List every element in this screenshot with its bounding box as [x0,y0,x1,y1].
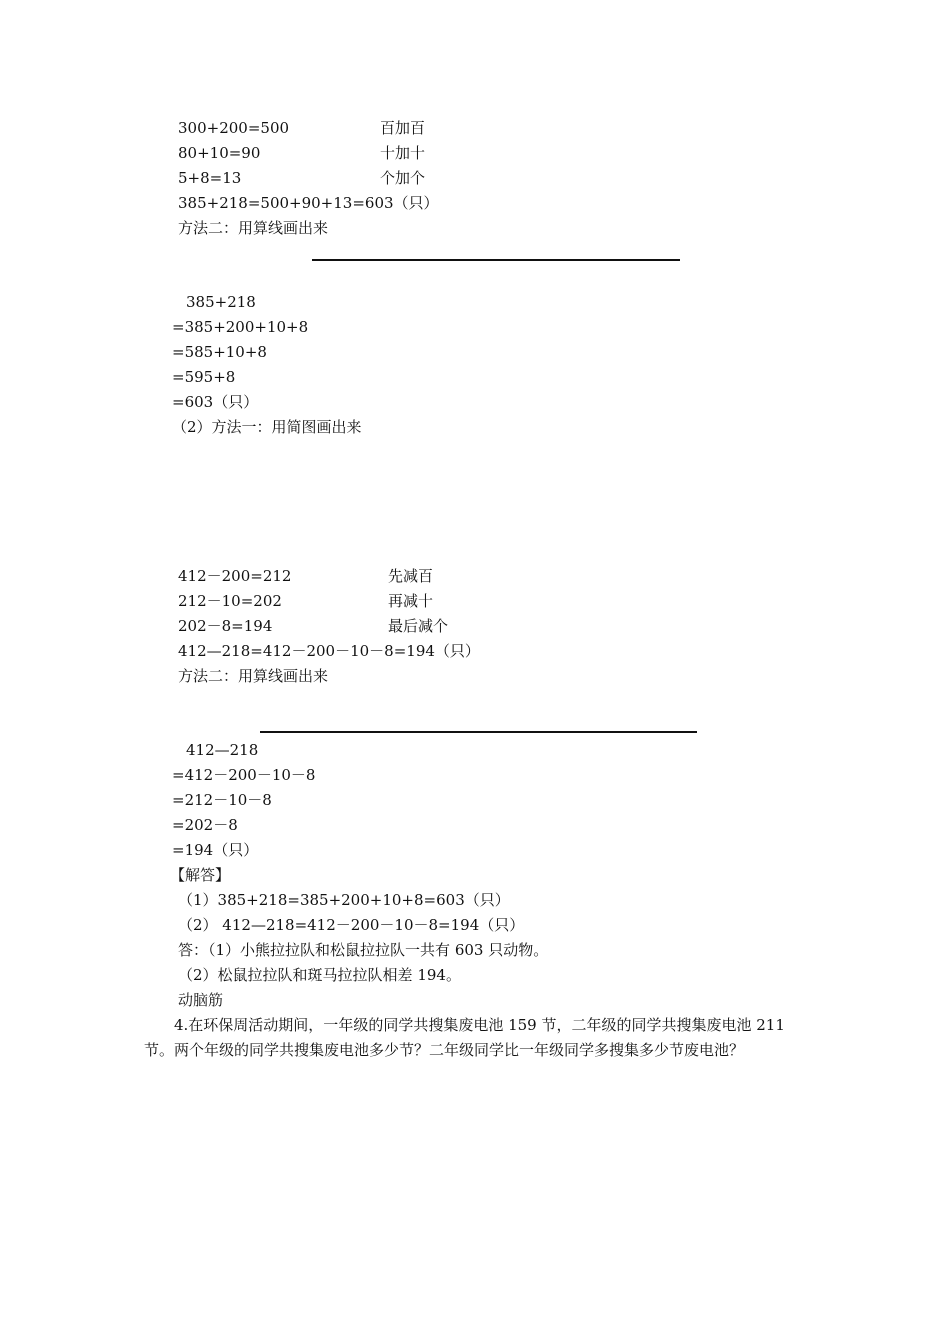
solution-header: 【解答】 [170,866,231,884]
answer-2: （2）松鼠拉拉队和斑马拉拉队相差 194。 [178,966,461,984]
sub-row-1-expr: 412－200=212 [178,567,292,585]
brain-teaser-problem [144,1013,816,1063]
add-step-2: =385+200+10+8 [172,318,309,336]
sub-step-2: =412－200－10－8 [172,766,316,784]
sub-total: 412—218=412－200－10－8=194（只） [178,642,480,660]
add-step-4: =595+8 [172,368,236,386]
add-total: 385+218=500+90+13=603（只） [178,194,439,212]
add-row-1-expr: 300+200=500 [178,119,290,137]
add-row-1-note: 百加百 [380,119,426,137]
add-step-5: =603（只） [172,393,259,411]
number-line-1 [312,259,680,261]
add-step-1: 385+218 [186,293,256,311]
brain-teaser-problem-text: 4.在环保周活动期间，一年级的同学共搜集废电池 159 节，二年级的同学共搜集废电池 211 节。两个年级的同学共搜集废电池多少节？二年级同学比一年级同学多搜集多少节废电池？ [144,1016,785,1059]
sub-row-2-note: 再减十 [388,592,434,610]
solution-line-2: （2） 412—218=412－200－10－8=194（只） [178,916,525,934]
sub-step-4: =202－8 [172,816,238,834]
sub-row-2-expr: 212－10=202 [178,592,282,610]
answer-1: 答：（1）小熊拉拉队和松鼠拉拉队一共有 603 只动物。 [178,941,549,959]
sub-row-1-note: 先减百 [388,567,434,585]
sub-method2-title: 方法二：用算线画出来 [178,667,329,685]
number-line-2 [260,731,697,733]
sub-step-1: 412—218 [186,741,259,759]
sub-step-5: =194（只） [172,841,259,859]
add-row-3-note: 个加个 [380,169,426,187]
sub-step-3: =212－10－8 [172,791,272,809]
add-method2-title: 方法二：用算线画出来 [178,219,329,237]
add-row-2-expr: 80+10=90 [178,144,261,162]
solution-line-1: （1）385+218=385+200+10+8=603（只） [178,891,510,909]
sub-row-3-note: 最后减个 [388,617,449,635]
sub-method1-title: （2）方法一：用简图画出来 [172,418,362,436]
add-step-3: =585+10+8 [172,343,267,361]
add-row-2-note: 十加十 [380,144,426,162]
brain-teaser-title: 动脑筋 [178,991,224,1009]
add-row-3-expr: 5+8=13 [178,169,242,187]
sub-row-3-expr: 202－8=194 [178,617,273,635]
